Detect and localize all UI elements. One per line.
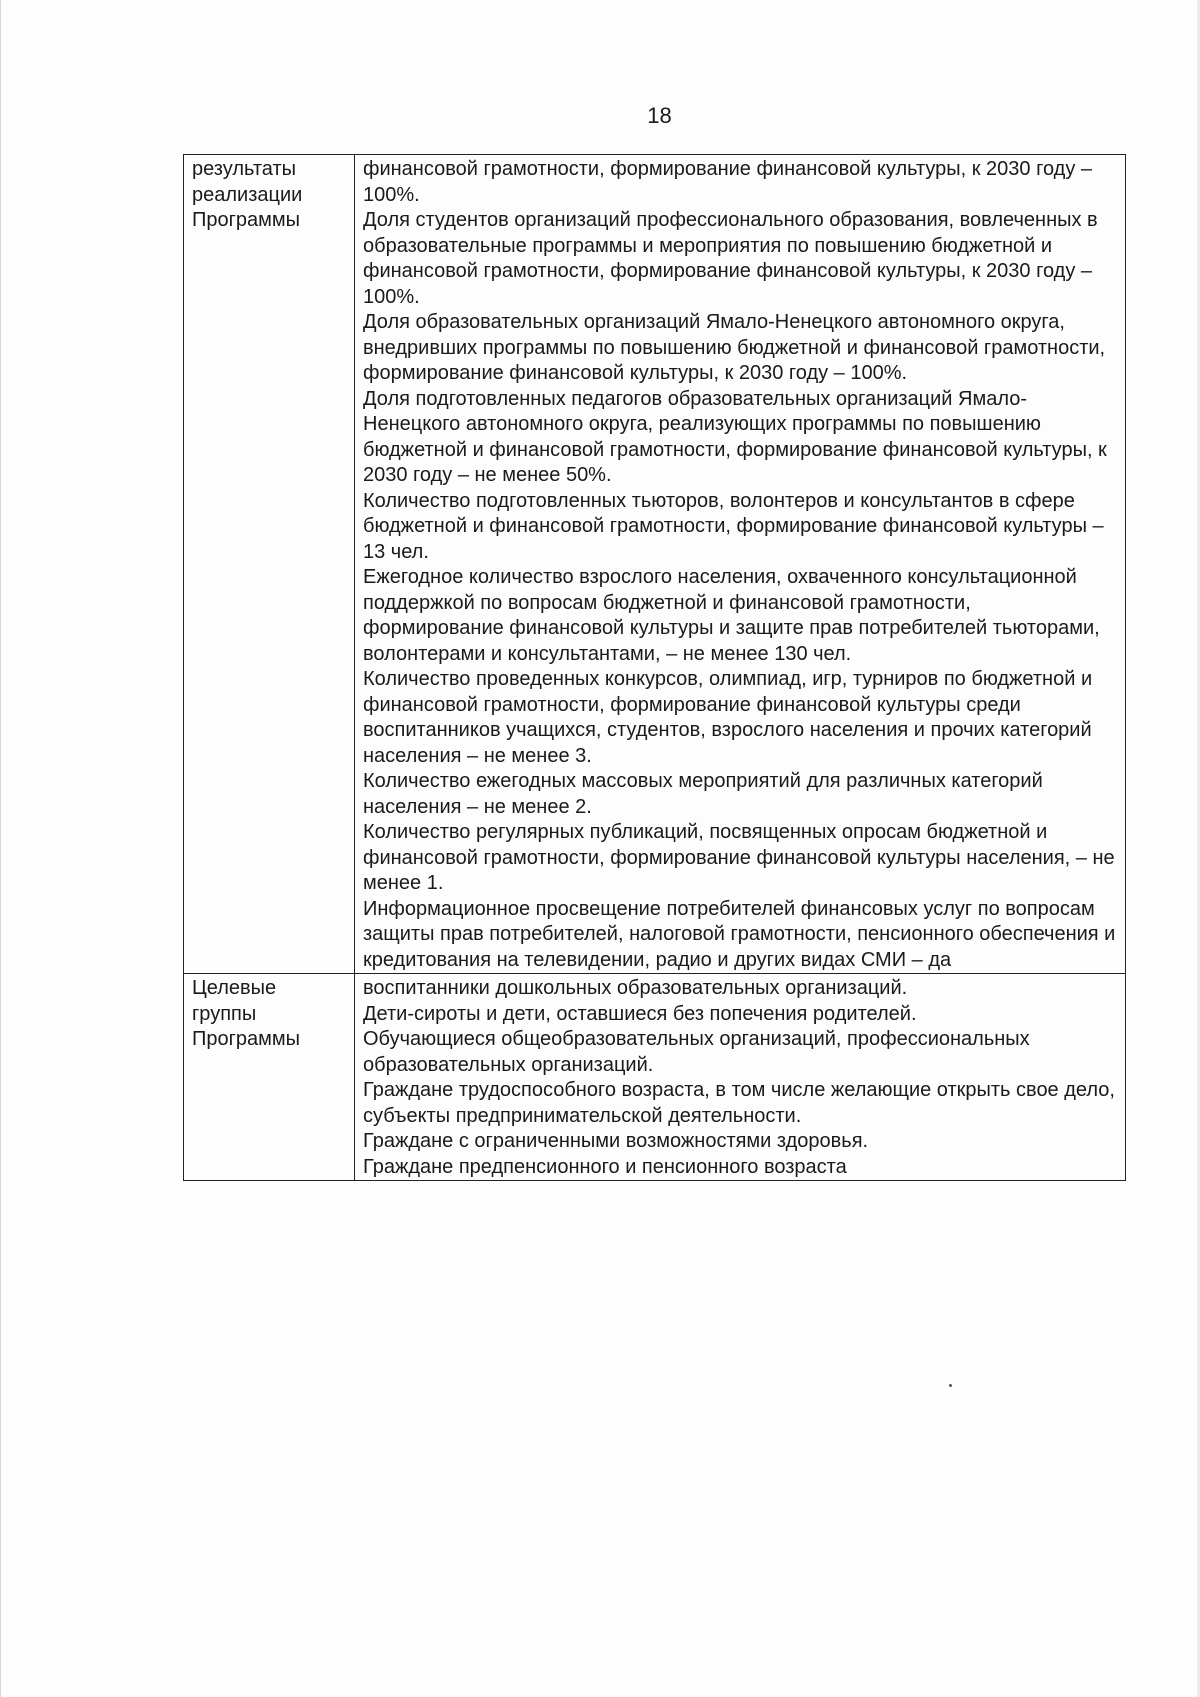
target-group-text: воспитанники дошкольных образовательных организаций. [363, 977, 908, 999]
row-label-cell [184, 974, 355, 1181]
row-label-line: результаты [192, 158, 296, 180]
page-number: 18 [647, 103, 672, 128]
result-indicator-text: Доля подготовленных педагогов образовательных организаций Ямало-Ненецкого автономного округа, реализующих программы по повышению бюджетной и финансовой грамотности, формирование финансовой культуры, к 2030 году – не менее 50%. [363, 387, 1107, 486]
table-row-target-groups [184, 974, 1126, 1181]
target-group-text: Граждане предпенсионного и пенсионного возраста [363, 1155, 847, 1178]
row-content-cell [355, 155, 1126, 974]
program-passport-table [183, 154, 1126, 1181]
result-indicator-text: Количество регулярных публикаций, посвященных опросам бюджетной и финансовой грамотности, формирование финансовой культуры населения, – не менее 1. [363, 821, 1115, 894]
result-indicator-text: Ежегодное количество взрослого населения, охваченного консультационной поддержкой по вопросам бюджетной и финансовой грамотности, формирование финансовой культуры и защите прав потребителей тьюторами, волонтерами и консультантами, – не менее 130 чел. [363, 566, 1100, 665]
row-label-line: реализации [192, 183, 303, 206]
row-content-cell [355, 974, 1126, 1181]
target-group-text: Граждане с ограниченными возможностями здоровья. [363, 1130, 869, 1152]
target-group-text: Дети-сироты и дети, оставшиеся без попечения родителей. [363, 1002, 917, 1025]
row-label-cell [184, 155, 355, 974]
result-indicator-text: Количество подготовленных тьюторов, волонтеров и консультантов в сфере бюджетной и финансовой грамотности, формирование финансовой культуры – 13 чел. [363, 489, 1104, 563]
result-indicator-text: Доля студентов организаций профессионального образования, вовлеченных в образовательные программы и мероприятия по повышению бюджетной и финансовой грамотности, формирование финансовой культуры, к 2030 году – 100%. [363, 209, 1098, 308]
result-indicator-text: финансовой грамотности, формирование финансовой культуры, к 2030 году – 100%. [363, 158, 1092, 206]
target-group-text: Граждане трудоспособного возраста, в том числе желающие открыть свое дело, субъекты предпринимательской деятельности. [363, 1079, 1115, 1127]
result-indicator-text: Доля образовательных организаций Ямало-Ненецкого автономного округа, внедривших программы по повышению бюджетной и финансовой грамотности, формирование финансовой культуры, к 2030 году – 100%. [363, 311, 1106, 384]
scan-speck [949, 1384, 952, 1387]
row-label-line: Программы [192, 209, 301, 231]
row-label-line: Целевые [192, 977, 277, 999]
result-indicator-text: Количество ежегодных массовых мероприятий для различных категорий населения – не менее 2. [363, 770, 1043, 818]
result-indicator-text: Количество проведенных конкурсов, олимпиад, игр, турниров по бюджетной и финансовой грамотности, формирование финансовой культуры среди воспитанников учащихся, студентов, взрослого населения и прочих категорий населения – не менее 3. [363, 668, 1093, 767]
row-label-line: Программы [192, 1028, 301, 1050]
table-row-results [184, 155, 1126, 974]
target-group-text: Обучающиеся общеобразовательных организаций, профессиональных образовательных организаций. [363, 1028, 1030, 1076]
result-indicator-text: Информационное просвещение потребителей финансовых услуг по вопросам защиты прав потребителей, налоговой грамотности, пенсионного обеспечения и кредитования на телевидении, радио и других видах СМИ – да [363, 897, 1116, 971]
row-label-line: группы [192, 1002, 257, 1025]
